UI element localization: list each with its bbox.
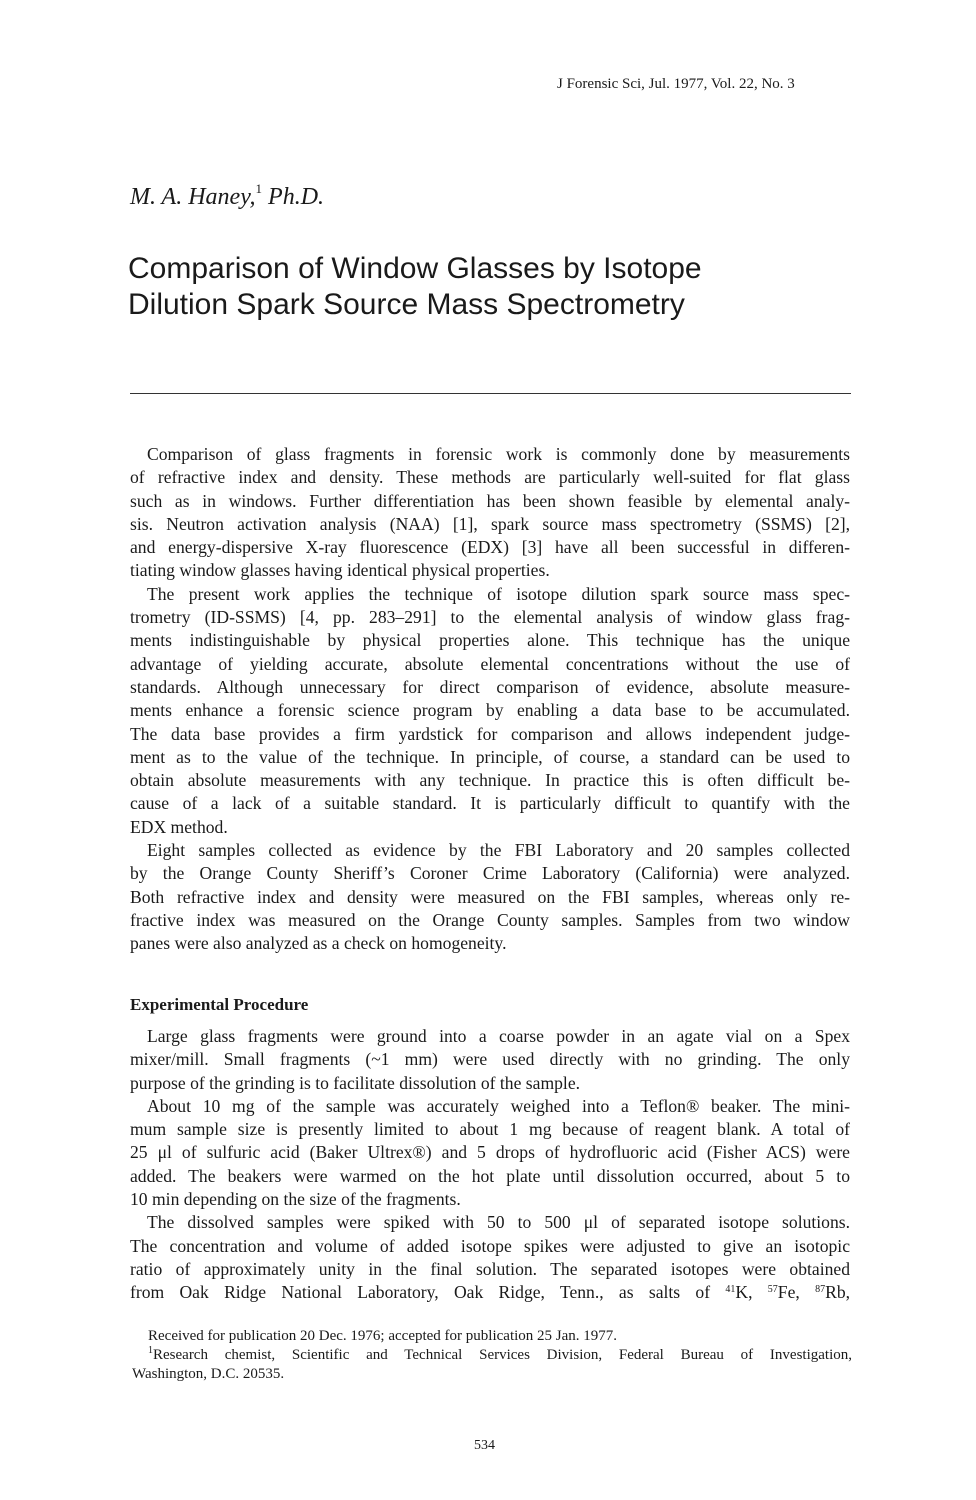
author-name: M. A. Haney, <box>130 184 256 210</box>
procedure-paragraph-2 <box>130 1095 850 1211</box>
affiliation-text: Research chemist, Scientific and Technical Services Division, Federal Bureau of Investigation, <box>153 1347 852 1363</box>
text-line: 25 μl of sulfuric acid (Baker Ultrex®) and 5 drops of hydrofluoric acid (Fisher ACS) were <box>130 1142 850 1163</box>
text-fragment: from Oak Ridge National Laboratory, Oak Ridge, Tenn., as salts of <box>130 1282 711 1303</box>
text-line: panes were also analyzed as a check on homogeneity. <box>130 933 507 954</box>
procedure-section <box>130 1025 850 1305</box>
isotope-symbol: Rb, <box>825 1282 851 1303</box>
isotope-symbol: K, <box>735 1282 753 1303</box>
text-line: sis. Neutron activation analysis (NAA) [1], spark source mass spectrometry (SSMS) [2], <box>130 513 850 534</box>
article-title <box>128 251 848 323</box>
text-line: tiating window glasses having identical physical properties. <box>130 560 550 581</box>
text-line: advantage of yielding accurate, absolute elemental concentrations without the use of <box>130 653 850 674</box>
text-line: cause of a lack of a suitable standard. It is particularly difficult to quantify with the <box>130 793 850 814</box>
isotope-mass: 41 <box>725 1284 736 1296</box>
text-line: and energy-dispersive X-ray fluorescence (EDX) [3] have all been successful in differen- <box>130 537 850 558</box>
author-byline <box>130 181 324 211</box>
text-line-isotopes <box>130 1281 850 1304</box>
text-line: The present work applies the technique of isotope dilution spark source mass spec- <box>147 583 850 604</box>
procedure-paragraph-3 <box>130 1211 850 1304</box>
text-line: About 10 mg of the sample was accurately weighed into a Teflon® beaker. The mini- <box>147 1095 850 1116</box>
text-line: purpose of the grinding is to facilitate dissolution of the sample. <box>130 1072 581 1093</box>
text-line: fractive index was measured on the Orange County samples. Samples from two window <box>130 909 850 930</box>
text-line: The dissolved samples were spiked with 50 to 500 μl of separated isotope solutions. <box>147 1212 850 1233</box>
text-line: EDX method. <box>130 816 228 837</box>
page-number: 534 <box>474 1438 495 1453</box>
intro-paragraph-1 <box>130 443 850 583</box>
text-line: by the Orange County Sheriff’s Coroner Crime Laboratory (California) were analyzed. <box>130 863 850 884</box>
isotope-mass: 87 <box>815 1284 826 1296</box>
text-line: of refractive index and density. These methods are particularly well-suited for flat glass <box>130 467 850 488</box>
text-line: trometry (ID-SSMS) [4, pp. 283–291] to the elemental analysis of window glass frag- <box>130 607 850 628</box>
text-line: The concentration and volume of added isotope spikes were adjusted to give an isotopic <box>130 1235 850 1256</box>
author-degree: Ph.D. <box>268 184 325 210</box>
text-line: Comparison of glass fragments in forensic work is commonly done by measurements <box>147 444 850 464</box>
text-line: ments enhance a forensic science program by enabling a data base to be accumulated. <box>130 700 850 721</box>
title-divider <box>130 393 851 394</box>
intro-paragraph-3 <box>130 839 850 955</box>
text-line: ments indistinguishable by physical properties alone. This technique has the unique <box>130 630 850 651</box>
text-line: Both refractive index and density were measured on the FBI samples, whereas only re- <box>130 886 850 907</box>
text-line: The data base provides a firm yardstick for comparison and allows independent judge- <box>130 723 850 744</box>
text-line: Eight samples collected as evidence by the FBI Laboratory and 20 samples collected <box>147 840 850 861</box>
journal-header: J Forensic Sci, Jul. 1977, Vol. 22, No. 3 <box>557 76 795 92</box>
text-line: such as in windows. Further differentiation has been shown feasible by elemental analy- <box>130 490 850 511</box>
affiliation-note-continued: Washington, D.C. 20535. <box>132 1366 285 1382</box>
text-line: 10 min depending on the size of the fragments. <box>130 1189 461 1210</box>
title-line: Dilution Spark Source Mass Spectrometry <box>128 288 685 321</box>
affiliation-note <box>132 1346 852 1365</box>
introduction-section <box>130 443 850 956</box>
text-line: added. The beakers were warmed on the hot plate until dissolution occurred, about 5 to <box>130 1165 850 1186</box>
text-line: Large glass fragments were ground into a coarse powder in an agate vial on a Spex <box>147 1026 850 1046</box>
isotope-symbol: Fe, <box>777 1282 800 1303</box>
text-line: obtain absolute measurements with any technique. In practice this is often difficult be- <box>130 770 850 791</box>
intro-paragraph-2 <box>130 583 850 839</box>
title-line: Comparison of Window Glasses by Isotope <box>128 252 702 285</box>
footnotes <box>132 1327 852 1384</box>
text-line: ratio of approximately unity in the final solution. The separated isotopes were obtained <box>130 1258 850 1279</box>
received-note: Received for publication 20 Dec. 1976; accepted for publication 25 Jan. 1977. <box>148 1328 618 1344</box>
procedure-paragraph-1 <box>130 1025 850 1095</box>
text-line: standards. Although unnecessary for direct comparison of evidence, absolute measure- <box>130 676 850 697</box>
affiliation-footnote-mark: 1 <box>148 1345 153 1356</box>
section-heading: Experimental Procedure <box>130 995 309 1014</box>
text-line: mum sample size is presently limited to about 1 mg because of reagent blank. A total of <box>130 1119 850 1140</box>
text-line: ment as to the value of the technique. In principle, of course, a standard can be used to <box>130 746 850 767</box>
isotope-mass: 57 <box>767 1284 778 1296</box>
text-line: mixer/mill. Small fragments (~1 mm) were used directly with no grinding. The only <box>130 1049 850 1070</box>
author-footnote-mark: 1 <box>255 181 263 196</box>
